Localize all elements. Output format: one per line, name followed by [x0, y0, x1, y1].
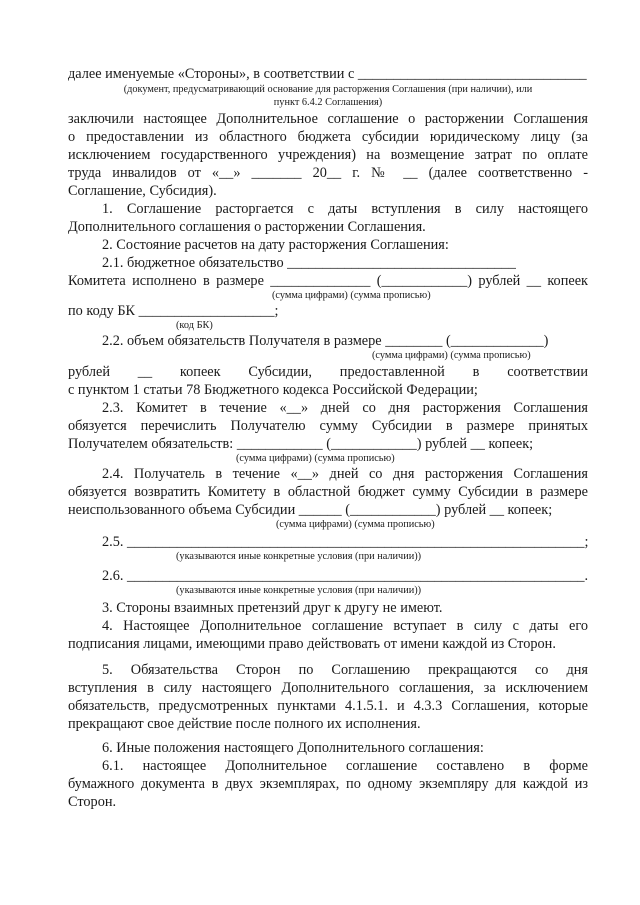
text-line: бумажного документа в двух экземплярах, по одному экземпляру для каждой из [68, 776, 588, 792]
clause-2-6: 2.6. ________________________________________________________________. [102, 568, 589, 584]
clause-2-4: 2.4. Получатель в течение «__» дней со дня расторжения Соглашения [102, 466, 588, 482]
clause-2-5: 2.5. ________________________________________________________________; [102, 534, 589, 550]
text-line: с пунктом 1 статьи 78 Бюджетного кодекса Российской Федерации; [68, 382, 478, 398]
clause-6: 6. Иные положения настоящего Дополнительного соглашения: [102, 740, 484, 756]
field-caption: пункт 6.4.2 Соглашения) [273, 97, 383, 108]
text-line: подписания лицами, имеющими право действовать от имени каждой из Сторон. [68, 636, 556, 652]
text-line: по коду БК ___________________; [68, 303, 279, 319]
text-line: рублей __ копеек Субсидии, предоставленной в соответствии [68, 364, 588, 380]
clause-2-2: 2.2. объем обязательств Получателя в размере ________ (_____________) [102, 333, 549, 349]
text-line: неиспользованного объема Субсидии ______ (____________) рублей __ копеек; [68, 502, 553, 518]
text-line: обязуется возвратить Комитету в областной бюджет сумму Субсидии в размере [68, 484, 588, 500]
field-caption: (документ, предусматривающий основание для расторжения Соглашения (при наличии), или [123, 84, 533, 95]
text-line: далее именуемые «Стороны», в соответствии с ________________________________ [68, 66, 587, 82]
text-line: Соглашение, Субсидия). [68, 183, 217, 199]
clause-2-1: 2.1. бюджетное обязательство ________________________________ [102, 255, 516, 271]
text-line: исключением государственного учреждения) на возмещение затрат по оплате [68, 147, 588, 163]
text-line: обязательств, предусмотренных пунктами 4.1.5.1. и 4.3.3 Соглашения, которые [68, 698, 588, 714]
clause-2-3: 2.3. Комитет в течение «__» дней со дня расторжения Соглашения [102, 400, 588, 416]
text-line: прекращают свое действие после полного их исполнения. [68, 716, 421, 732]
clause-5: 5. Обязательства Сторон по Соглашению прекращаются со дня [102, 662, 588, 678]
field-caption: (код БК) [176, 320, 213, 331]
text-line: Получателем обязательств: ____________ (____________) рублей __ копеек; [68, 436, 534, 452]
text-line: о предоставлении из областного бюджета субсидии юридическому лицу (за [68, 129, 588, 145]
field-caption: (сумма цифрами) (сумма прописью) [236, 453, 395, 464]
field-caption: (сумма цифрами) (сумма прописью) [372, 350, 531, 361]
text-line: труда инвалидов от «__» _______ 20__ г. № __ (далее соответственно - [68, 165, 588, 181]
clause-1: 1. Соглашение расторгается с даты вступления в силу настоящего [102, 201, 588, 217]
field-caption: (сумма цифрами) (сумма прописью) [276, 519, 435, 530]
text-line: Дополнительного соглашения о расторжении Соглашения. [68, 219, 426, 235]
text-line: обязуется перечислить Получателю сумму Субсидии в размере принятых [68, 418, 588, 434]
text-line: заключили настоящее Дополнительное соглашение о расторжении Соглашения [68, 111, 588, 127]
clause-4: 4. Настоящее Дополнительное соглашение вступает в силу с даты его [102, 618, 588, 634]
clause-3: 3. Стороны взаимных претензий друг к другу не имеют. [102, 600, 443, 616]
field-caption: (указываются иные конкретные условия (при наличии)) [176, 585, 422, 596]
text-line: вступления в силу настоящего Дополнительного соглашения, за исключением [68, 680, 588, 696]
text-line: Сторон. [68, 794, 117, 810]
clause-6-1: 6.1. настоящее Дополнительное соглашение составлено в форме [102, 758, 588, 774]
clause-2: 2. Состояние расчетов на дату расторжения Соглашения: [102, 237, 449, 253]
text-line: Комитета исполнено в размере ______________ (____________) рублей __ копеек [68, 273, 588, 289]
field-caption: (сумма цифрами) (сумма прописью) [272, 290, 431, 301]
field-caption: (указываются иные конкретные условия (при наличии)) [176, 551, 422, 562]
